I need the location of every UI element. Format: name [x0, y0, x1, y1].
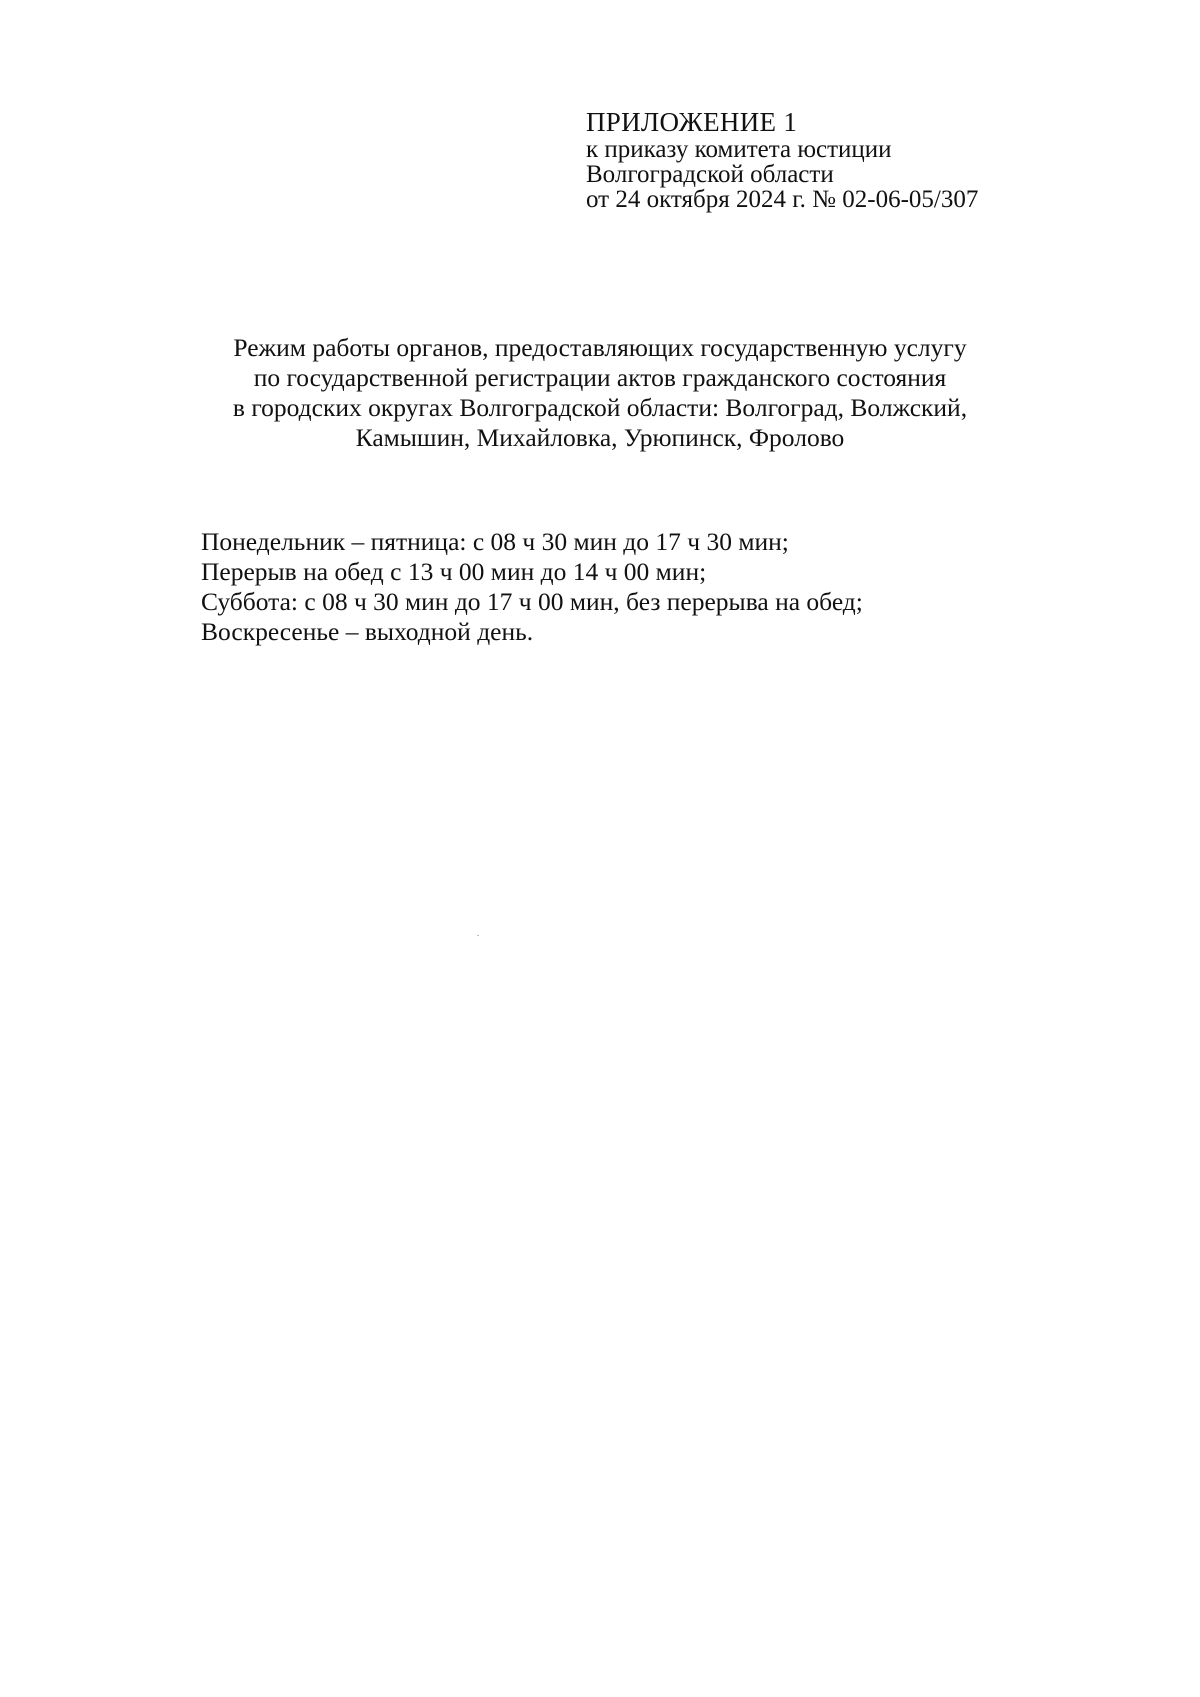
- title-line: Режим работы органов, предоставляющих государственную услугу: [233, 333, 967, 362]
- schedule-saturday: Суббота: с 08 ч 30 мин до 17 ч 00 мин, без перерыва на обед;: [201, 587, 863, 616]
- appendix-title: ПРИЛОЖЕНИЕ 1: [586, 107, 798, 137]
- schedule-weekdays: Понедельник – пятница: с 08 ч 30 мин до 17 ч 30 мин;: [201, 527, 789, 556]
- title-line: Камышин, Михайловка, Урюпинск, Фролово: [355, 423, 845, 452]
- appendix-line-order: к приказу комитета юстиции: [586, 136, 892, 163]
- appendix-line-date-number: от 24 октября 2024 г. № 02-06-05/307: [586, 186, 979, 213]
- title-line: в городских округах Волгоградской области: Волгоград, Волжский,: [232, 393, 968, 422]
- title-line: по государственной регистрации актов гражданского состояния: [253, 363, 947, 392]
- schedule-sunday: Воскресенье – выходной день.: [201, 617, 534, 646]
- scan-speck: [477, 935, 479, 936]
- schedule-lunch-break: Перерыв на обед с 13 ч 00 мин до 14 ч 00 мин;: [201, 557, 707, 586]
- work-schedule: [201, 527, 1081, 647]
- document-title: [150, 333, 1050, 453]
- appendix-header: [586, 108, 1046, 212]
- appendix-line-region: Волгоградской области: [586, 161, 834, 188]
